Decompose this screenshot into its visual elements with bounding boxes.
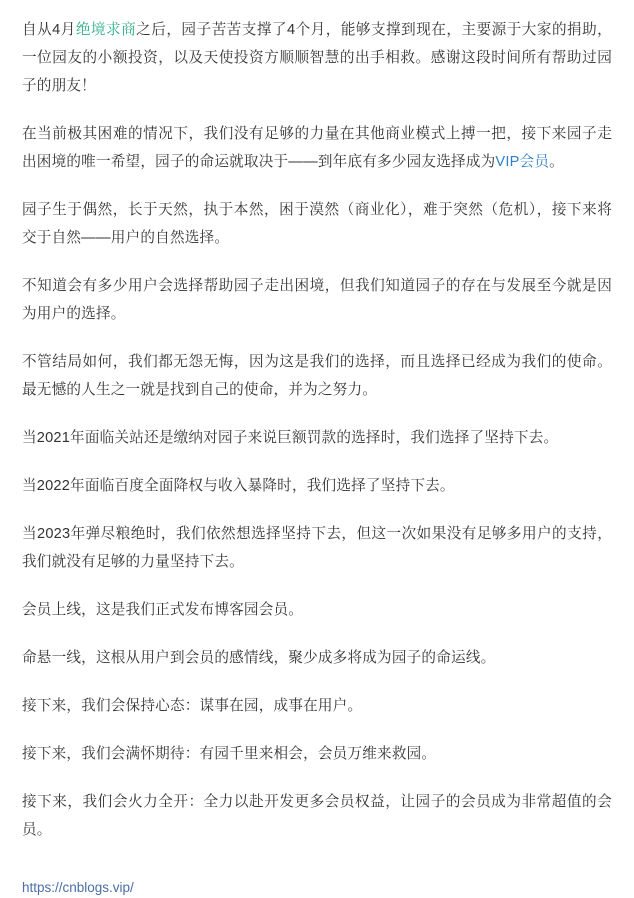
inline-link[interactable]: VIP会员 [495, 154, 550, 170]
paragraph-text: 不管结局如何，我们都无怨无悔，因为这是我们的选择，而且选择已经成为我们的使命。最无憾的人生之一就是找到自己的使命，并为之努力。 [22, 354, 612, 398]
paragraph-text: 当2023年弹尽粮绝时，我们依然想选择坚持下去，但这一次如果没有足够多用户的支持，我们就没有足够的力量坚持下去。 [22, 526, 612, 570]
paragraph-text: 接下来，我们会满怀期待：有园千里来相会，会员万维来救园。 [22, 746, 437, 762]
paragraph-text: 自从4月 [22, 22, 76, 38]
paragraph-text: 之后，园子苦苦支撑了4个月，能够支撑到现在，主要源于大家的捐助，一位园友的小额投资，以及天使投资方顺顺智慧的出手相救。感谢这段时间所有帮助过园子的朋友！ [22, 22, 612, 94]
article-paragraph [22, 272, 612, 328]
article-body [22, 16, 612, 844]
paragraph-text: 会员上线，这是我们正式发布博客园会员。 [22, 602, 304, 618]
paragraph-text: 在当前极其困难的情况下，我们没有足够的力量在其他商业模式上搏一把，接下来园子走出困境的唯一希望，园子的命运就取决于——到年底有多少园友选择成为 [22, 126, 612, 170]
article-paragraph [22, 692, 612, 720]
article-paragraph [22, 16, 612, 100]
article-paragraph [22, 472, 612, 500]
article-paragraph [22, 196, 612, 252]
article-paragraph [22, 788, 612, 844]
inline-link[interactable]: 绝境求商 [75, 22, 137, 38]
cnblogs-vip-link[interactable]: https://cnblogs.vip/ [22, 880, 134, 895]
paragraph-text: 园子生于偶然，长于天然，执于本然，困于漠然（商业化），难于突然（危机），接下来将交于自然——用户的自然选择。 [22, 202, 612, 246]
paragraph-text: 。 [549, 154, 564, 170]
article-paragraph [22, 740, 612, 768]
paragraph-text: 当2022年面临百度全面降权与收入暴降时，我们选择了坚持下去。 [22, 478, 455, 494]
paragraph-text: 接下来，我们会保持心态：谋事在园，成事在用户。 [22, 698, 363, 714]
paragraph-text: 当2021年面临关站还是缴纳对园子来说巨额罚款的选择时，我们选择了坚持下去。 [22, 430, 559, 446]
article-paragraph [22, 348, 612, 404]
article-paragraph [22, 120, 612, 176]
article-paragraph [22, 644, 612, 672]
paragraph-text: 命悬一线，这根从用户到会员的感情线，聚少成多将成为园子的命运线。 [22, 650, 496, 666]
article-paragraph [22, 596, 612, 624]
article-paragraph [22, 424, 612, 452]
paragraph-text: 不知道会有多少用户会选择帮助园子走出困境，但我们知道园子的存在与发展至今就是因为用户的选择。 [22, 278, 612, 322]
paragraph-text: 接下来，我们会火力全开：全力以赴开发更多会员权益，让园子的会员成为非常超值的会员。 [22, 794, 612, 838]
article-paragraph [22, 520, 612, 576]
